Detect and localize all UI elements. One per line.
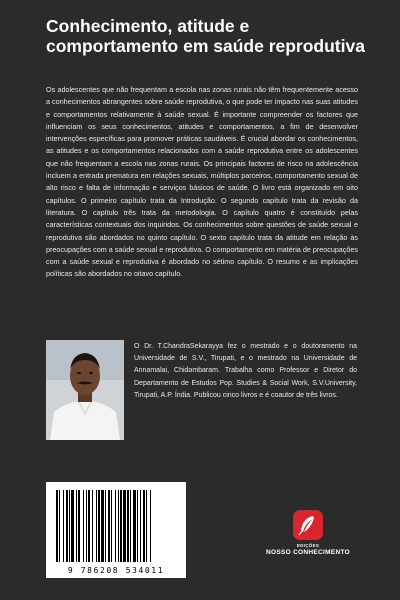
book-description: Os adolescentes que não frequentam a escola nas zonas rurais não têm frequentemente acesso a conhecimentos abrangentes sobre saúde reprodutiva, o que pode ter impacto nas suas atitudes e comportamentos relativamente à saúde sexual. É importante compreender os factores que influenciam os seus conhecimentos, atitudes e comportamentos, a fim de desenvolver intervenções específicas para promover práticas saudáveis. É crucial abordar os conhecimentos, as atitudes e os comportamentos relacionados com a saúde reprodutiva entre os adolescentes que não frequentam a escola nas zonas rurais. Os principais factores de risco na adolescência incluem a entrada prematura em relações sexuais, múltiplos parceiros, comportamento sexual de alto risco e falta de informação e serviços básicos de saúde. O livro está organizado em oito capítulos. O primeiro capítulo trata da Introdução. O segundo capítulo trata da revisão da literatura. O capítulo três trata da metodologia. O capítulo quatro é constituído pelas características contextuais dos inquiridos. Os conhecimentos sobre questões de saúde sexual e reprodutiva são abordados no quinto capítulo. O sexto capítulo trata da atitude em relação às preocupações com a saúde sexual e reprodutiva. O comportamento em matéria de preocupações com a saúde sexual e reprodutiva é abordado no sétimo capítulo. O resumo e as implicações políticas são abordados no oitavo capítulo. — [46, 85, 358, 279]
isbn-number: 9 786208 534011 — [67, 566, 165, 575]
author-photo — [46, 340, 124, 440]
book-title: Conhecimento, atitude e comportamento em saúde reprodutiva — [46, 16, 365, 56]
barcode-bars — [54, 490, 178, 562]
publisher-name: NOSSO CONHECIMENTO — [265, 549, 350, 556]
publisher-label: EDIÇÕES — [296, 543, 320, 548]
feather-icon — [293, 510, 323, 540]
publisher-logo — [258, 510, 358, 556]
isbn-barcode — [46, 482, 186, 578]
author-bio: O Dr. T.ChandraSekarayya fez o mestrado e o doutoramento na Universidade de S.V., Tirupati, e o mestrado na Universidade de Annamalai, Chidambaram. Trabalha como Professor e Diretor do Departamento de Estudos Pop. Studies & Social Work, S.V.University, Tirupati, A.P. Índia. Publicou cinco livros e é coautor de três livros. — [134, 343, 357, 399]
